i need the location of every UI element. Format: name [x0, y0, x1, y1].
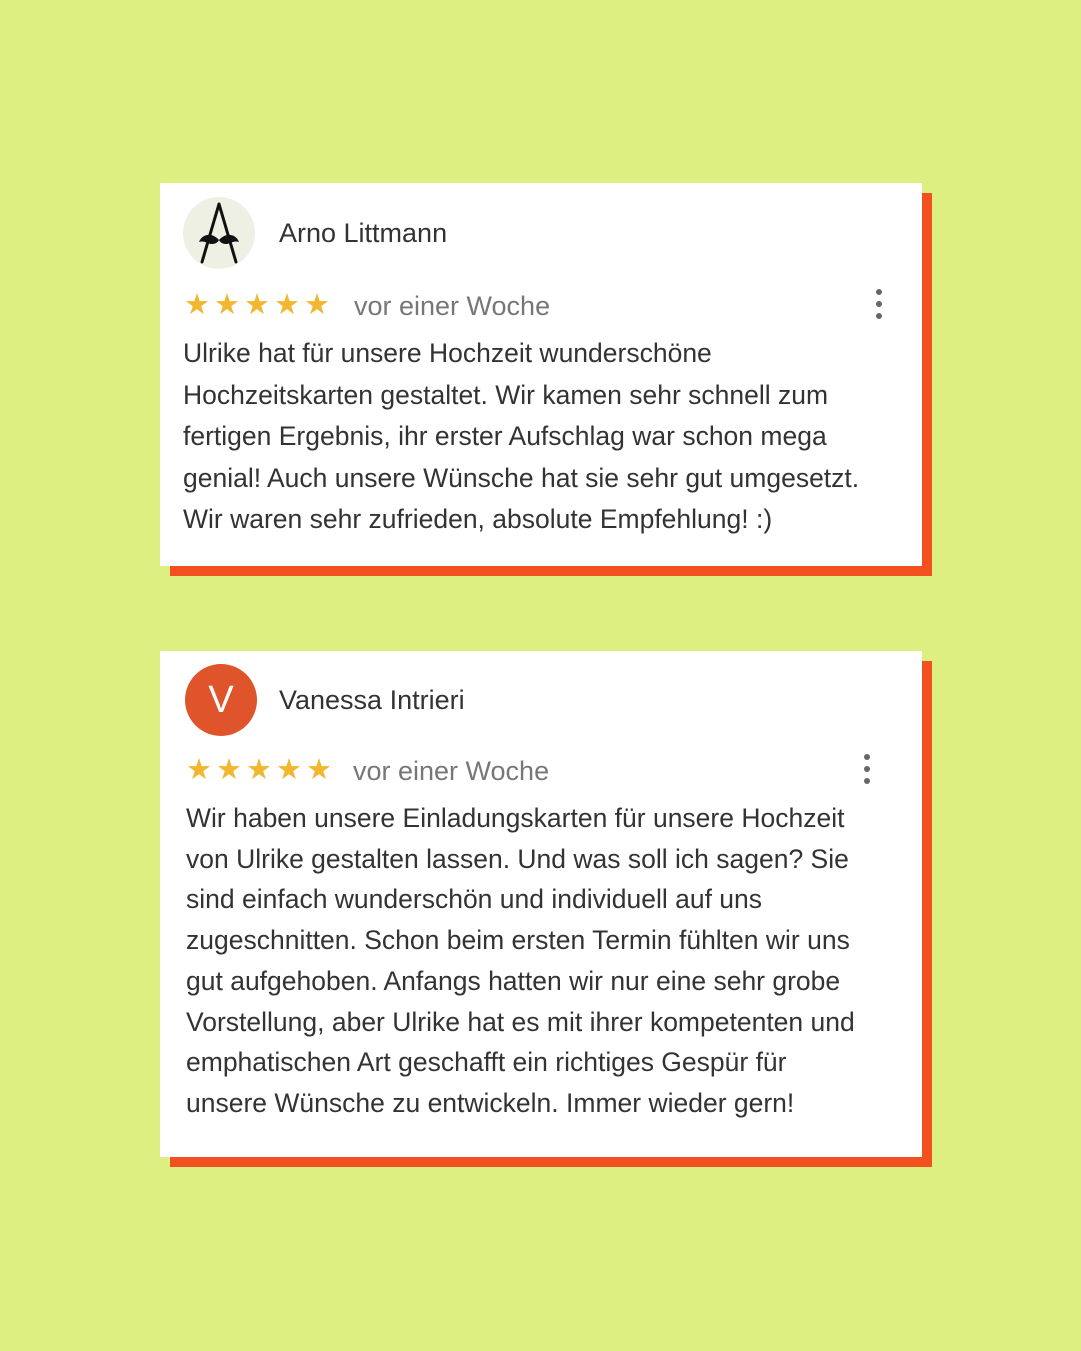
avatar[interactable]: [183, 197, 255, 269]
more-options-icon[interactable]: [861, 754, 873, 784]
reviewer-name[interactable]: Arno Littmann: [279, 218, 448, 248]
star-icon: ★: [304, 289, 330, 321]
avatar[interactable]: [185, 664, 257, 736]
star-icon: ★: [186, 754, 212, 786]
review-card: [160, 183, 922, 566]
star-icon: ★: [184, 289, 210, 321]
star-icon: ★: [276, 754, 302, 786]
review-time: vor einer Woche: [354, 291, 551, 321]
avatar-letter: V: [208, 678, 234, 721]
rating-stars: [186, 756, 332, 785]
star-icon: ★: [274, 289, 300, 321]
star-icon: ★: [214, 289, 240, 321]
star-icon: ★: [216, 754, 242, 786]
rating-stars: [184, 291, 330, 320]
review-card: [160, 651, 922, 1157]
review-text: Wir haben unsere Einladungskarten für unsere Hochzeit von Ulrike gestalten lassen. Und was soll ich sagen? Sie sind einfach wunderschön und individuell auf uns zugeschnitten. Schon beim ersten Termin fühlten wir uns gut aufgehoben. Anfangs hatten wir nur eine sehr grobe Vorstellung, aber Ulrike hat es mit ihrer kompetenten und emphatischen Art geschafft ein richtiges Gespür für unsere Wünsche zu entwickeln. Immer wieder gern!: [186, 803, 855, 1118]
review-text: Ulrike hat für unsere Hochzeit wunderschöne Hochzeitskarten gestaltet. Wir kamen sehr schnell zum fertigen Ergebnis, ihr erster Aufschlag war schon mega genial! Auch unsere Wünsche hat sie sehr gut umgesetzt. Wir waren sehr zufrieden, absolute Empfehlung! :): [183, 338, 860, 534]
mustache-letter-a-icon: [194, 200, 244, 266]
review-time: vor einer Woche: [353, 756, 550, 786]
star-icon: ★: [246, 754, 272, 786]
star-icon: ★: [244, 289, 270, 321]
more-options-icon[interactable]: [873, 289, 885, 319]
star-icon: ★: [306, 754, 332, 786]
reviewer-name[interactable]: Vanessa Intrieri: [279, 685, 465, 715]
